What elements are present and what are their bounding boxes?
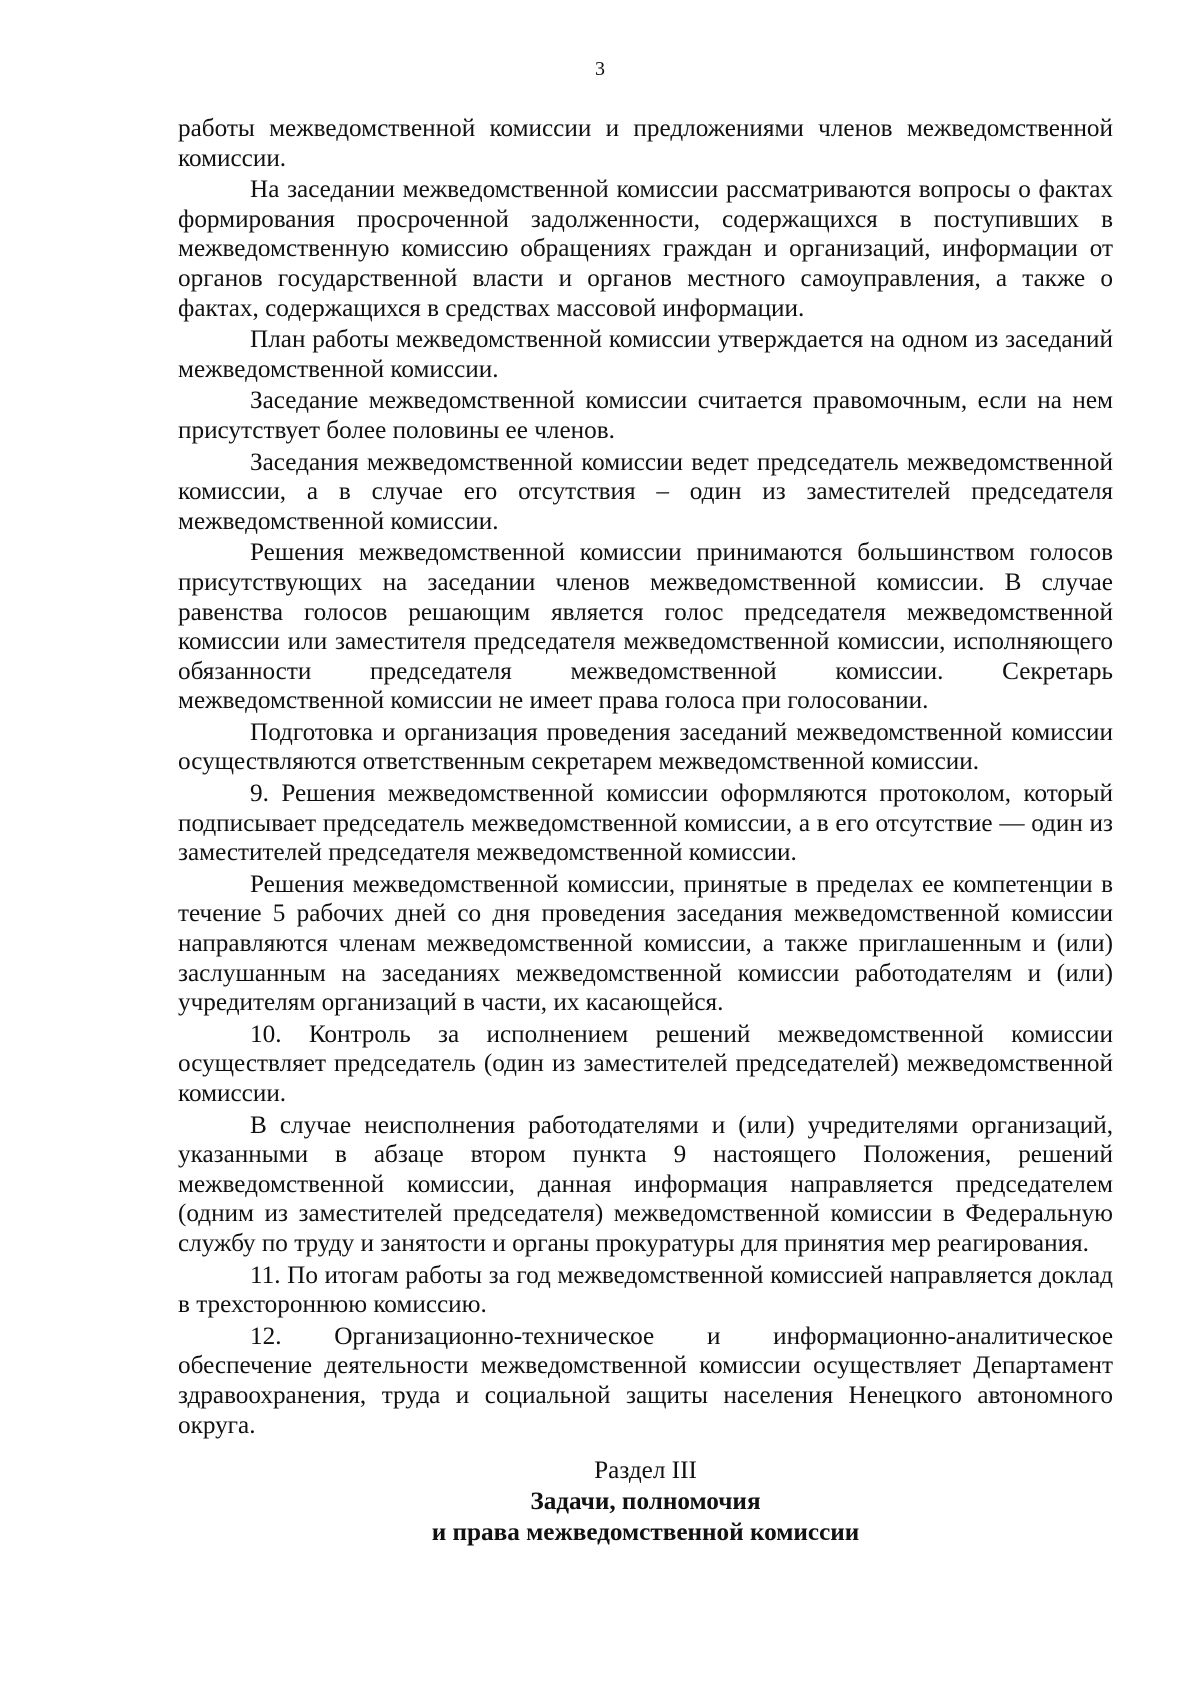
- paragraph: 11. По итогам работы за год межведомственной комиссией направляется доклад в трехстороннюю комиссию.: [178, 1261, 1113, 1319]
- section-heading: [178, 1455, 1113, 1548]
- section-title-line-1: Задачи, полномочия: [530, 1488, 761, 1515]
- section-number: Раздел III: [594, 1457, 697, 1484]
- paragraph: Подготовка и организация проведения заседаний межведомственной комиссии осуществляются ответственным секретарем межведомственной комиссии.: [178, 718, 1113, 776]
- paragraph: Решения межведомственной комиссии, принятые в пределах ее компетенции в течение 5 рабочих дней со дня проведения заседания межведомственной комиссии направляются членам межведомственной комиссии, а также приглашенным и (или) заслушанным на заседаниях межведомственной комиссии работодателям и (или) учредителям организаций в части, их касающейся.: [178, 870, 1113, 1017]
- section-title-line-2: и права межведомственной комиссии: [431, 1519, 860, 1546]
- document-body: [178, 114, 1113, 1440]
- page-number: 3: [595, 58, 605, 80]
- paragraph: 10. Контроль за исполнением решений межведомственной комиссии осуществляет председатель (один из заместителей председателей) межведомственной комиссии.: [178, 1020, 1113, 1107]
- paragraph: 9. Решения межведомственной комиссии оформляются протоколом, который подписывает председатель межведомственной комиссии, а в его отсутствие — один из заместителей председателя межведомственной комиссии.: [178, 780, 1113, 867]
- paragraph: Заседание межведомственной комиссии считается правомочным, если на нем присутствует более половины ее членов.: [178, 387, 1113, 444]
- paragraph: В случае неисполнения работодателями и (или) учредителями организаций, указанными в абзаце втором пункта 9 настоящего Положения, решений межведомственной комиссии, данная информация направляется председателем (одним из заместителей председателя) межведомственной комиссии в Федеральную службу по труду и занятости и органы прокуратуры для принятия мер реагирования.: [178, 1111, 1113, 1257]
- paragraph: На заседании межведомственной комиссии рассматриваются вопросы о фактах формирования просроченной задолженности, содержащихся в поступивших в межведомственную комиссию обращениях граждан и организаций, информации от органов государственной власти и органов местного самоуправления, а также о фактах, содержащихся в средствах массовой информации.: [178, 176, 1113, 322]
- paragraph: работы межведомственной комиссии и предложениями членов межведомственной комиссии.: [178, 115, 1113, 172]
- paragraph: Решения межведомственной комиссии принимаются большинством голосов присутствующих на заседании членов межведомственной комиссии. В случае равенства голосов решающим является голос председателя межведомственной комиссии или заместителя председателя межведомственной комиссии, исполняющего обязанности председателя межведомственной комиссии. Секретарь межведомственной комиссии не имеет права голоса при голосовании.: [178, 539, 1113, 715]
- paragraph: План работы межведомственной комиссии утверждается на одном из заседаний межведомственной комиссии.: [178, 326, 1113, 383]
- paragraph: Заседания межведомственной комиссии ведет председатель межведомственной комиссии, а в случае его отсутствия – один из заместителей председателя межведомственной комиссии.: [178, 448, 1113, 535]
- paragraph: 12. Организационно-техническое и информационно-аналитическое обеспечение деятельности межведомственной комиссии осуществляет Департамент здравоохранения, труда и социальной защиты населения Ненецкого автономного округа.: [178, 1322, 1113, 1439]
